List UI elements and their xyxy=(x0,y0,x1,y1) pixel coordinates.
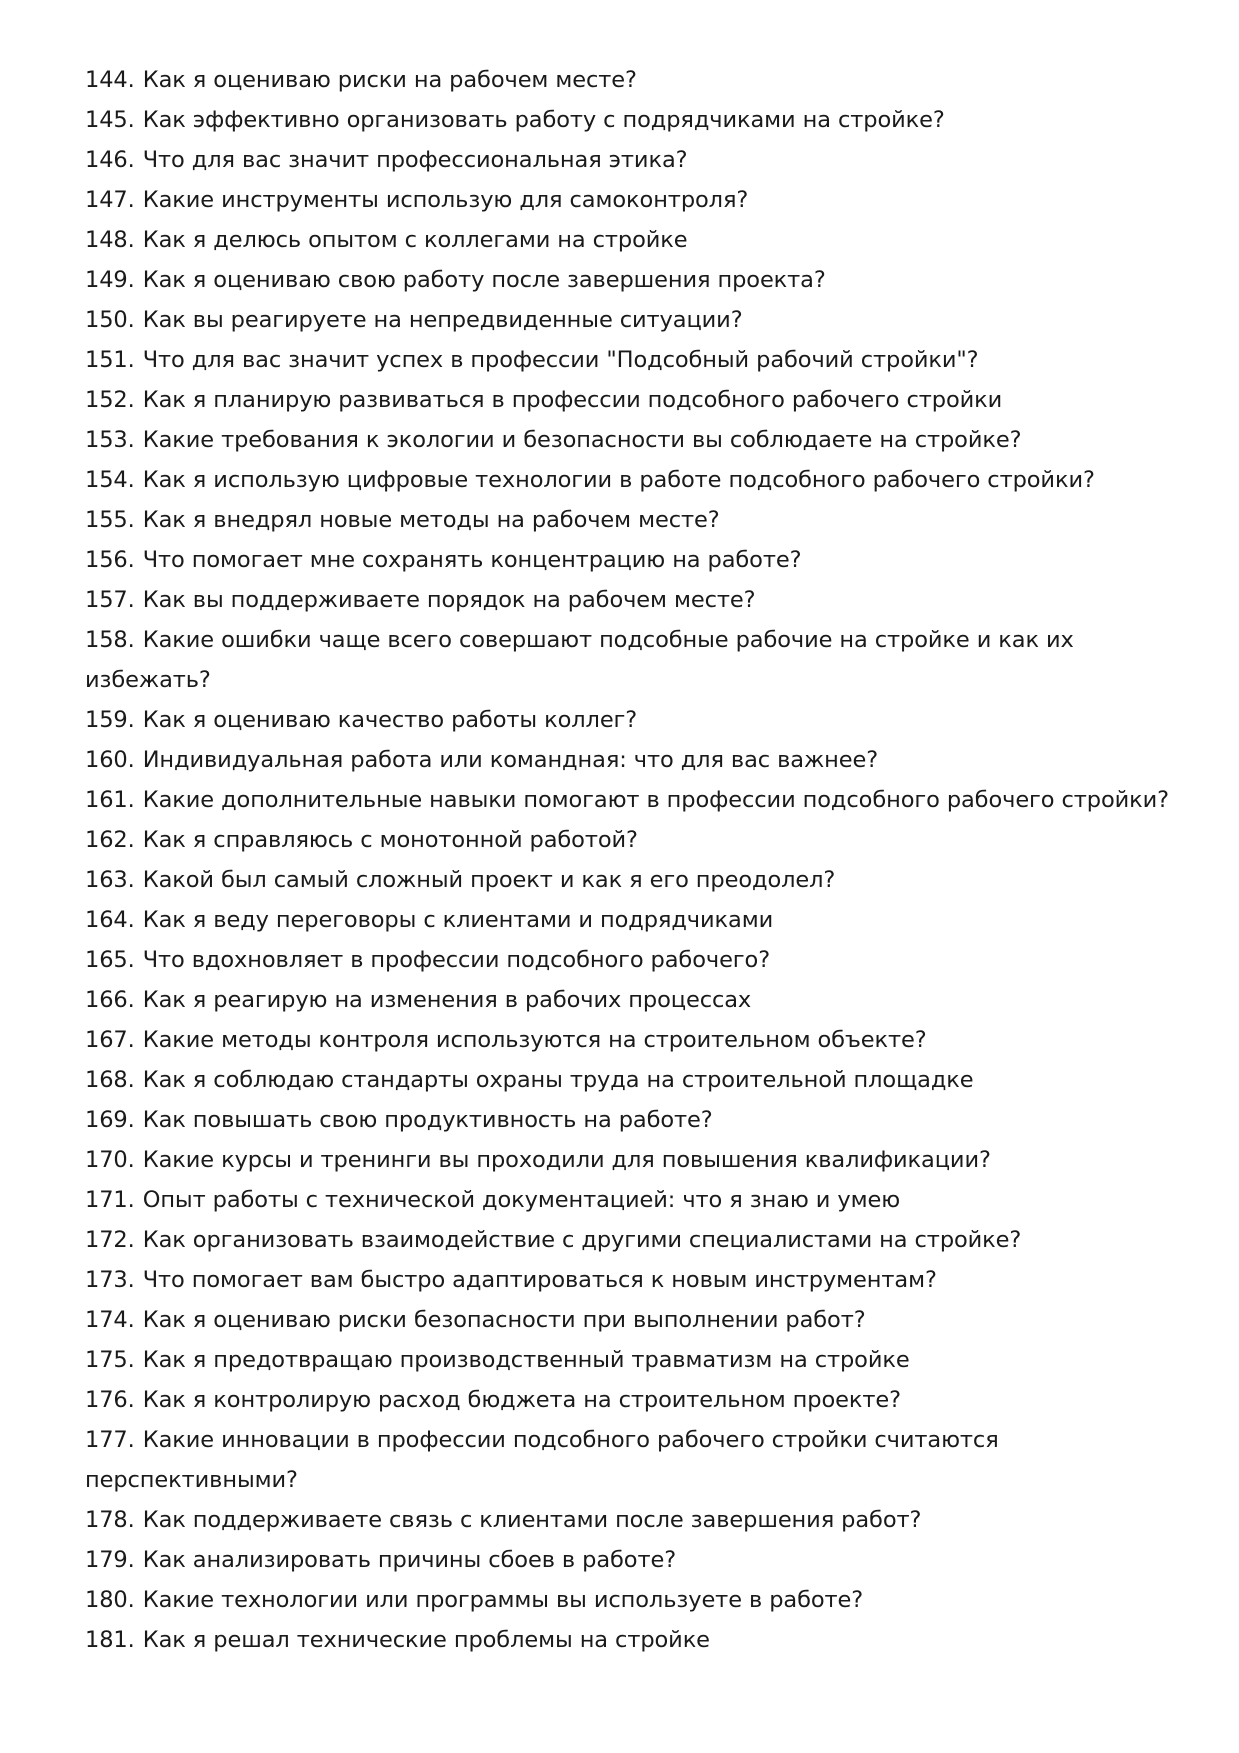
question-list xyxy=(85,60,1185,1660)
question-number: 156. xyxy=(85,547,135,573)
question-number: 176. xyxy=(85,1387,135,1413)
question-text: Как я делюсь опытом с коллегами на стройке xyxy=(142,227,688,253)
question-item xyxy=(85,1220,1185,1260)
question-number: 148. xyxy=(85,227,135,253)
question-number: 165. xyxy=(85,947,135,973)
question-text: Какие ошибки чаще всего совершают подсобные рабочие на стройке и как их избежать? xyxy=(85,627,1074,693)
question-text: Как я контролирую расход бюджета на строительном проекте? xyxy=(142,1387,901,1413)
question-item xyxy=(85,980,1185,1020)
question-item xyxy=(85,1420,1115,1500)
question-item xyxy=(85,220,1185,260)
question-number: 170. xyxy=(85,1147,135,1173)
question-item xyxy=(85,1180,1185,1220)
question-item xyxy=(85,540,1185,580)
question-item xyxy=(85,1260,1185,1300)
question-number: 154. xyxy=(85,467,135,493)
question-item xyxy=(85,500,1185,540)
question-text: Какой был самый сложный проект и как я его преодолел? xyxy=(142,867,836,893)
question-text: Как я оцениваю риски безопасности при выполнении работ? xyxy=(142,1307,866,1333)
question-text: Какие технологии или программы вы используете в работе? xyxy=(142,1587,864,1613)
question-number: 144. xyxy=(85,67,135,93)
question-text: Что вдохновляет в профессии подсобного рабочего? xyxy=(142,947,771,973)
question-text: Опыт работы с технической документацией: что я знаю и умею xyxy=(142,1187,901,1213)
question-number: 162. xyxy=(85,827,135,853)
question-number: 158. xyxy=(85,627,135,653)
question-number: 146. xyxy=(85,147,135,173)
question-number: 178. xyxy=(85,1507,135,1533)
question-item xyxy=(85,860,1185,900)
question-text: Какие курсы и тренинги вы проходили для повышения квалификации? xyxy=(142,1147,991,1173)
question-item xyxy=(85,100,1185,140)
question-number: 150. xyxy=(85,307,135,333)
question-text: Что помогает вам быстро адаптироваться к новым инструментам? xyxy=(142,1267,937,1293)
question-number: 168. xyxy=(85,1067,135,1093)
question-item xyxy=(85,1540,1185,1580)
question-number: 155. xyxy=(85,507,135,533)
question-item xyxy=(85,380,1185,420)
question-item xyxy=(85,740,1185,780)
question-text: Как повышать свою продуктивность на работе? xyxy=(142,1107,713,1133)
question-item xyxy=(85,1140,1185,1180)
question-number: 152. xyxy=(85,387,135,413)
question-item xyxy=(85,1580,1185,1620)
question-number: 171. xyxy=(85,1187,135,1213)
question-number: 174. xyxy=(85,1307,135,1333)
question-number: 175. xyxy=(85,1347,135,1373)
question-item xyxy=(85,1380,1185,1420)
question-item xyxy=(85,420,1185,460)
question-number: 151. xyxy=(85,347,135,373)
question-item xyxy=(85,60,1185,100)
question-number: 159. xyxy=(85,707,135,733)
question-text: Как я оцениваю качество работы коллег? xyxy=(142,707,638,733)
question-item xyxy=(85,140,1185,180)
question-item xyxy=(85,1020,1185,1060)
question-text: Как я использую цифровые технологии в работе подсобного рабочего стройки? xyxy=(142,467,1095,493)
question-item xyxy=(85,900,1185,940)
question-number: 179. xyxy=(85,1547,135,1573)
question-item xyxy=(85,1300,1185,1340)
question-text: Как я решал технические проблемы на стройке xyxy=(142,1627,710,1653)
question-text: Как я внедрял новые методы на рабочем месте? xyxy=(142,507,720,533)
question-number: 149. xyxy=(85,267,135,293)
question-item xyxy=(85,1060,1185,1100)
question-item xyxy=(85,340,1185,380)
question-number: 147. xyxy=(85,187,135,213)
question-item xyxy=(85,1340,1185,1380)
question-number: 169. xyxy=(85,1107,135,1133)
question-number: 161. xyxy=(85,787,135,813)
question-text: Какие требования к экологии и безопасности вы соблюдаете на стройке? xyxy=(142,427,1022,453)
question-text: Как я предотвращаю производственный травматизм на стройке xyxy=(142,1347,910,1373)
question-number: 172. xyxy=(85,1227,135,1253)
question-item xyxy=(85,620,1115,700)
question-number: 145. xyxy=(85,107,135,133)
question-text: Как я реагирую на изменения в рабочих процессах xyxy=(142,987,752,1013)
question-number: 173. xyxy=(85,1267,135,1293)
question-text: Как вы реагируете на непредвиденные ситуации? xyxy=(142,307,743,333)
question-text: Как я оцениваю свою работу после завершения проекта? xyxy=(142,267,826,293)
question-text: Как поддерживаете связь с клиентами после завершения работ? xyxy=(142,1507,922,1533)
question-text: Что помогает мне сохранять концентрацию на работе? xyxy=(142,547,802,573)
question-text: Как я планирую развиваться в профессии подсобного рабочего стройки xyxy=(142,387,1003,413)
question-number: 166. xyxy=(85,987,135,1013)
question-item xyxy=(85,300,1185,340)
question-item xyxy=(85,780,1185,820)
question-text: Что для вас значит успех в профессии "Подсобный рабочий стройки"? xyxy=(142,347,979,373)
question-text: Как анализировать причины сбоев в работе? xyxy=(142,1547,677,1573)
question-number: 167. xyxy=(85,1027,135,1053)
question-text: Как вы поддерживаете порядок на рабочем месте? xyxy=(142,587,756,613)
question-item xyxy=(85,940,1185,980)
question-number: 160. xyxy=(85,747,135,773)
question-text: Как организовать взаимодействие с другими специалистами на стройке? xyxy=(142,1227,1022,1253)
question-text: Какие дополнительные навыки помогают в профессии подсобного рабочего стройки? xyxy=(142,787,1170,813)
question-text: Как я справляюсь с монотонной работой? xyxy=(142,827,638,853)
question-item xyxy=(85,460,1185,500)
question-number: 164. xyxy=(85,907,135,933)
question-text: Как я веду переговоры с клиентами и подрядчиками xyxy=(142,907,774,933)
question-number: 153. xyxy=(85,427,135,453)
question-item xyxy=(85,1500,1185,1540)
question-number: 180. xyxy=(85,1587,135,1613)
question-text: Какие методы контроля используются на строительном объекте? xyxy=(142,1027,927,1053)
question-item xyxy=(85,180,1185,220)
question-text: Какие инструменты использую для самоконтроля? xyxy=(142,187,749,213)
question-item xyxy=(85,1620,1185,1660)
question-item xyxy=(85,580,1185,620)
question-item xyxy=(85,260,1185,300)
question-text: Индивидуальная работа или командная: что для вас важнее? xyxy=(142,747,879,773)
question-item xyxy=(85,700,1185,740)
question-item xyxy=(85,1100,1185,1140)
question-text: Как я соблюдаю стандарты охраны труда на строительной площадке xyxy=(142,1067,974,1093)
question-text: Какие инновации в профессии подсобного рабочего стройки считаются перспективными? xyxy=(85,1427,999,1493)
question-text: Что для вас значит профессиональная этика? xyxy=(142,147,688,173)
question-text: Как я оцениваю риски на рабочем месте? xyxy=(142,67,637,93)
question-number: 177. xyxy=(85,1427,135,1453)
question-text: Как эффективно организовать работу с подрядчиками на стройке? xyxy=(142,107,945,133)
question-number: 163. xyxy=(85,867,135,893)
question-item xyxy=(85,820,1185,860)
question-number: 181. xyxy=(85,1627,135,1653)
question-number: 157. xyxy=(85,587,135,613)
